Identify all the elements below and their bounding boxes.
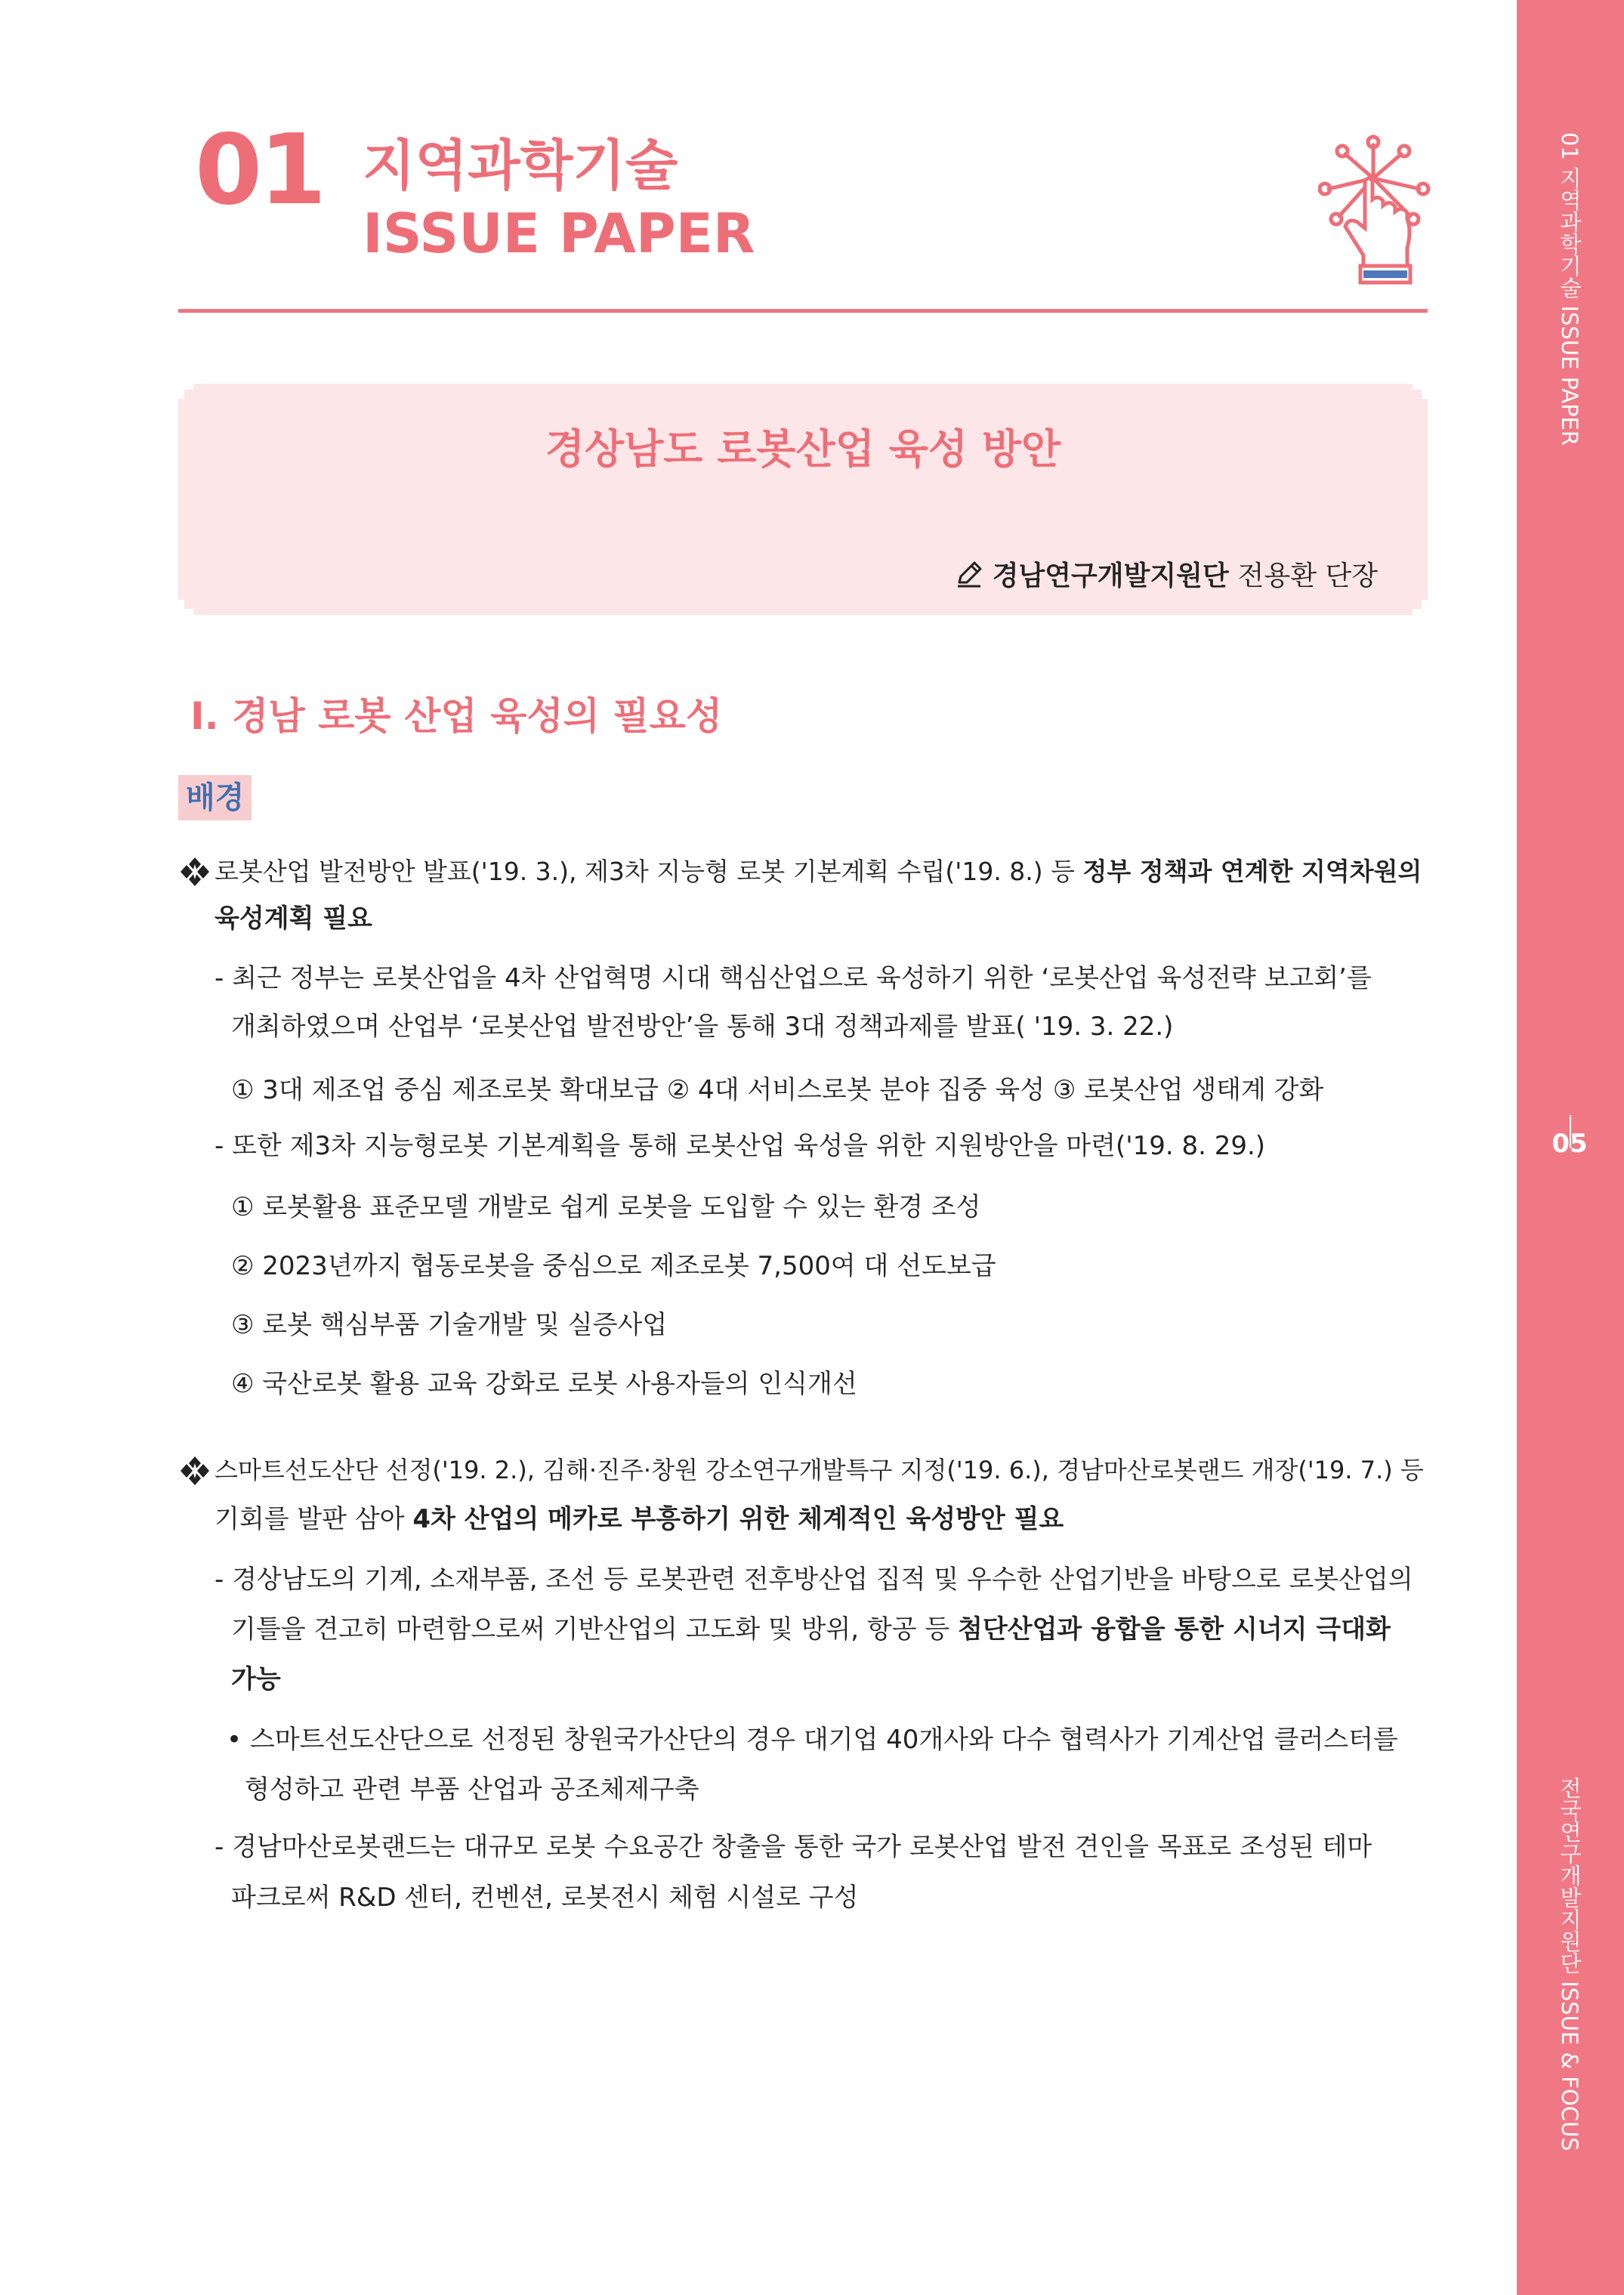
page-number: 05: [1551, 1129, 1588, 1159]
dash-1-items: ① 3대 제조업 중심 제조로봇 확대보급 ② 4대 서비스로봇 분야 집중 육성 ③ 로봇산업 생태계 강화: [231, 1075, 1324, 1105]
dash-1-line-2: 개최하였으며 산업부 ‘로봇산업 발전방안’을 통해 3대 정책과제를 발표( '19. 3. 22.): [231, 1012, 1174, 1042]
dash-2-line-1: - 또한 제3차 지능형로봇 기본계획을 통해 로봇산업 육성을 위한 지원방안을 마련('19. 8. 29.): [215, 1131, 1266, 1161]
section-tag: 배경: [178, 775, 252, 820]
touch-network-icon: [1318, 134, 1431, 290]
author-name: 전용환 단장: [1237, 561, 1378, 592]
dash-2-item-2: ② 2023년까지 협동로봇을 중심으로 제조로봇 7,500여 대 선도보급: [231, 1251, 996, 1281]
bullet-2-line-1: 스마트선도산단 선정('19. 2.), 김해·진주·창원 강소연구개발특구 지정('19. 6.), 경남마산로봇랜드 개장('19. 7.) 등: [215, 1456, 1424, 1484]
bullet-1-line-2: 육성계획 필요: [215, 903, 372, 934]
pencil-icon: [955, 560, 983, 588]
header-subtitle: ISSUE PAPER: [363, 202, 755, 265]
header-title: 지역과학기술: [363, 134, 678, 197]
dash-2-item-1: ① 로봇활용 표준모델 개발로 쉽게 로봇을 도입할 수 있는 환경 조성: [231, 1192, 981, 1222]
document-title: 경상남도 로봇산업 육성 방안: [545, 425, 1061, 473]
point-1-line-1: • 스마트선도산단으로 선정된 창원국가산단의 경우 대기업 40개사와 다수 협력사가 기계산업 클러스터를: [227, 1725, 1398, 1755]
header-divider: [178, 309, 1428, 313]
dash-4-line-2: 파크로써 R&D 센터, 컨벤션, 로봇전시 체험 시설로 구성: [231, 1883, 859, 1913]
diamond-bullet-icon: [178, 856, 211, 886]
diamond-bullet-icon: [178, 1455, 211, 1485]
dash-2-item-4: ④ 국산로봇 활용 교육 강화로 로봇 사용자들의 인식개선: [231, 1369, 857, 1399]
section-heading: Ⅰ. 경남 로봇 산업 육성의 필요성: [190, 694, 723, 738]
side-publication-title: 전국연구개발지원단 ISSUE & FOCUS: [1557, 1777, 1582, 2151]
bullet-1-line-1: 로봇산업 발전방안 발표('19. 3.), 제3차 지능형 로봇 기본계획 수립('19. 8.) 등 정부 정책과 연계한 지역차원의: [215, 857, 1422, 886]
dash-3-line-3: 가능: [231, 1664, 281, 1694]
point-1-line-2: 형성하고 관련 부품 산업과 공조체제구축: [245, 1775, 699, 1805]
author-line: [955, 554, 1378, 593]
dash-1-line-1: - 최근 정부는 로봇산업을 4차 산업혁명 시대 핵심산업으로 육성하기 위한 ‘로봇산업 육성전략 보고회’를: [215, 963, 1372, 993]
dash-3-line-1: - 경상남도의 기계, 소재부품, 조선 등 로봇관련 전후방산업 집적 및 우수한 산업기반을 바탕으로 로봇산업의: [215, 1564, 1413, 1595]
dash-2-item-3: ③ 로봇 핵심부품 기술개발 및 실증사업: [231, 1310, 668, 1340]
dash-4-line-1: - 경남마산로봇랜드는 대규모 로봇 수요공간 창출을 통한 국가 로봇산업 발전 견인을 목표로 조성된 테마: [215, 1832, 1372, 1862]
side-running-title: 01 지역과학기술 ISSUE PAPER: [1557, 132, 1582, 446]
author-organization: 경남연구개발지원단: [992, 561, 1229, 592]
dash-3-line-2: 기틀을 견고히 마련함으로써 기반산업의 고도화 및 방위, 항공 등 첨단산업과 융합을 통한 시너지 극대화: [231, 1614, 1391, 1645]
issue-number: 01: [195, 114, 324, 227]
bullet-2-line-2: 기회를 발판 삼아 4차 산업의 메카로 부흥하기 위한 체계적인 육성방안 필요: [215, 1504, 1064, 1534]
